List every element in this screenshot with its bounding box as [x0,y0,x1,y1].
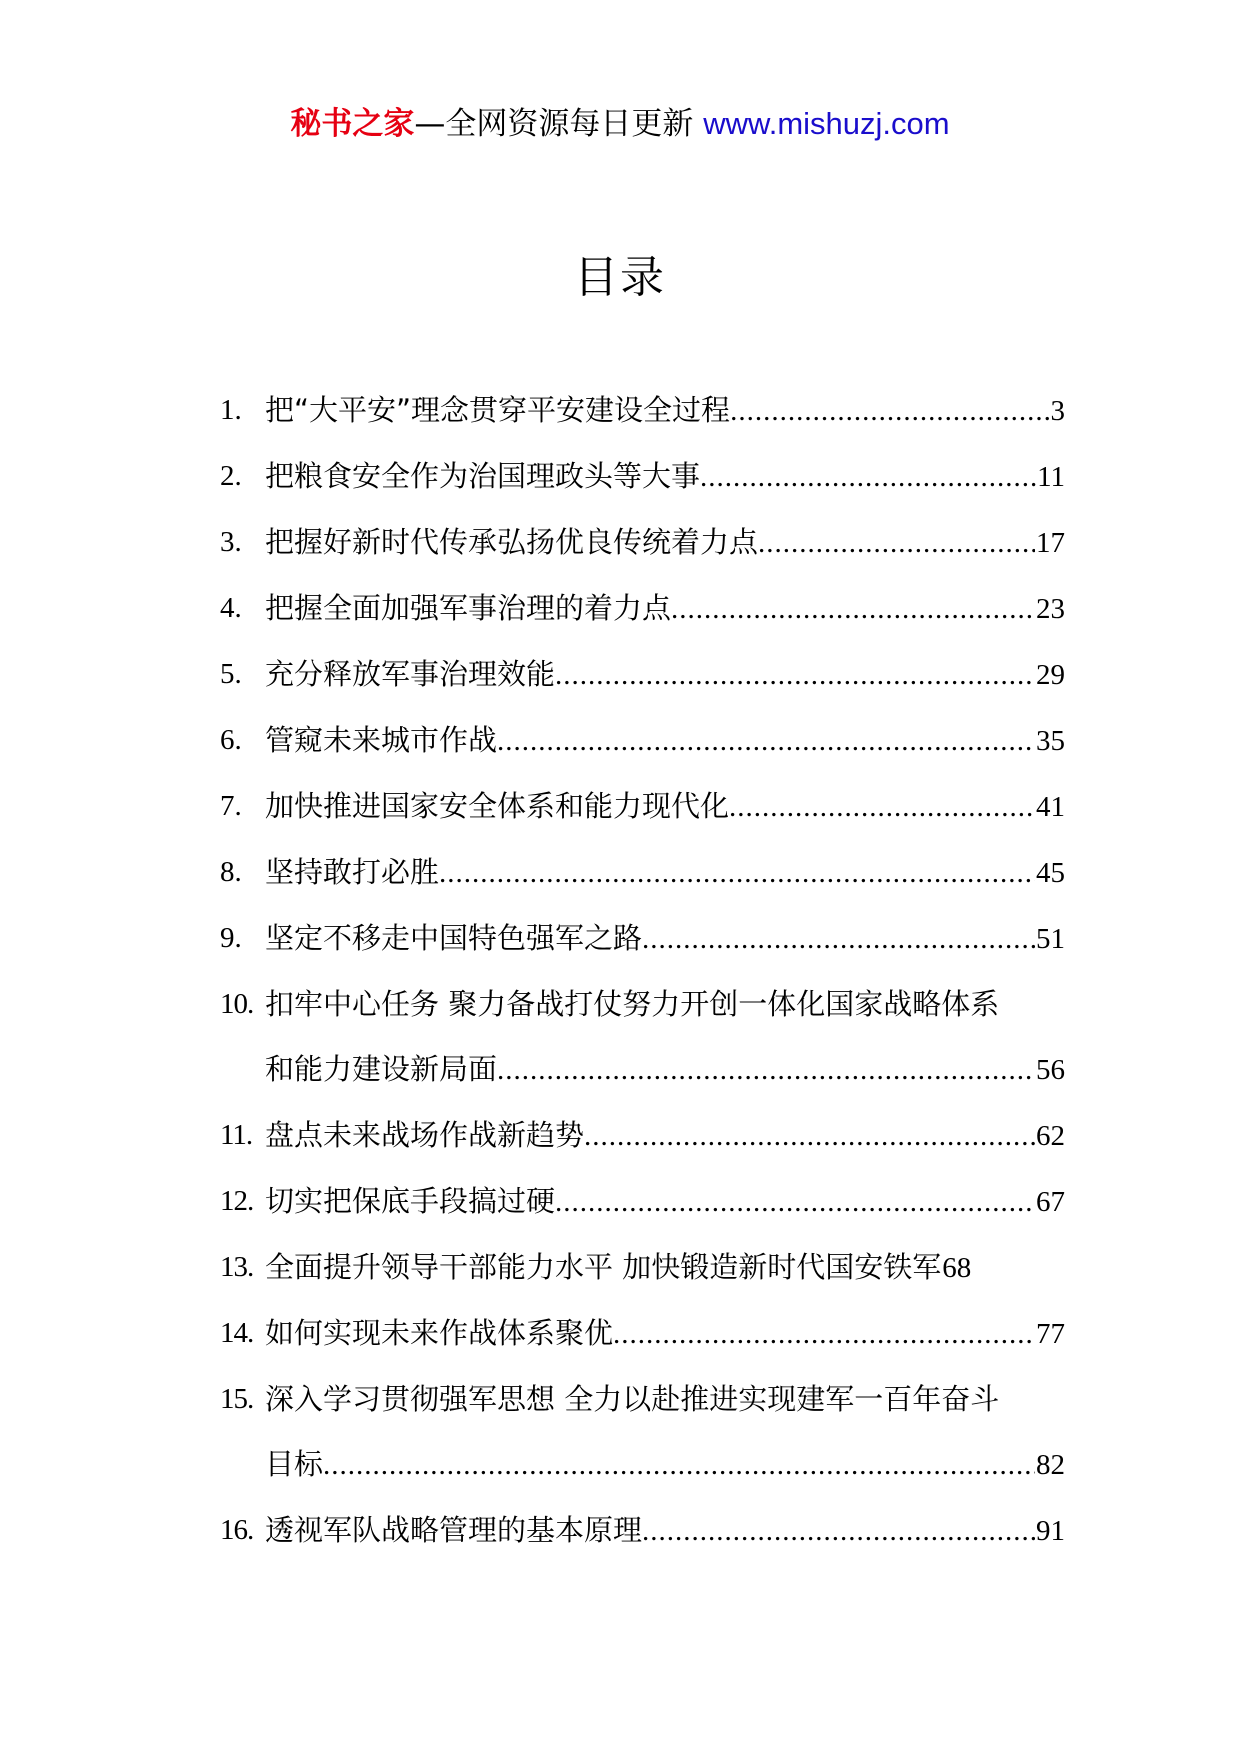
toc-entry-title-line2: 目标 [265,1447,324,1481]
toc-leader-dots [555,1170,1035,1235]
toc-entry-line [265,576,1065,642]
toc-entry-title: 充分释放军事治理效能 [265,657,556,691]
toc-leader-dots [730,379,1049,444]
toc-leader-dots [323,1433,1035,1498]
toc-entry-number: 11. [220,1119,253,1151]
brand-name: 秘书之家 [290,106,415,142]
toc-entry-16[interactable] [220,1498,1075,1564]
toc-leader-dots [497,1038,1035,1103]
toc-entry-title: 管窥未来城市作战 [265,723,498,757]
toc-entry-number: 13. [220,1251,254,1283]
toc-leader-dots [671,577,1035,642]
toc-entry-number: 3. [220,526,242,558]
toc-leader-dots [439,841,1035,906]
toc-entry-6[interactable] [220,708,1075,774]
toc-entry-number: 4. [220,592,242,624]
toc-entry-page: 45 [1036,857,1065,889]
toc-entry-page: 23 [1036,593,1065,625]
toc-entry-page: 77 [1036,1318,1065,1350]
toc-entry-title-line2: 和能力建设新局面 [265,1052,498,1086]
toc-entry-line [265,1235,1065,1301]
toc-entry-10[interactable] [220,972,1075,1103]
toc-entry-line [265,1301,1065,1367]
toc-entry-page: 51 [1036,923,1065,955]
toc-leader-dots [642,1499,1035,1564]
toc-entry-line [265,1498,1065,1564]
toc-entry-title-line1: 深入学习贯彻强军思想 全力以赴推进实现建军一百年奋斗 [265,1382,1000,1416]
toc-entry-title: 切实把保底手段搞过硬 [265,1184,556,1218]
toc-entry-page: 11 [1037,461,1065,493]
toc-leader-dots [642,907,1035,972]
toc-entry-title: 盘点未来战场作战新趋势 [265,1118,585,1152]
toc-entry-11[interactable] [220,1103,1075,1169]
toc-entry-page: 67 [1036,1186,1065,1218]
toc-entry-line [265,840,1065,906]
toc-leader-dots [613,1302,1035,1367]
toc-entry-line [265,510,1065,576]
toc-entry-8[interactable] [220,840,1075,906]
toc-entry-12[interactable] [220,1169,1075,1235]
site-url-link[interactable]: www.mishuzj.com [703,106,950,141]
toc-entry-number: 16. [220,1514,254,1546]
toc-leader-dots [700,445,1036,510]
toc-entry-line [265,378,1065,444]
toc-entry-9[interactable] [220,906,1075,972]
toc-entry-2[interactable] [220,444,1075,510]
toc-entry-number: 2. [220,460,242,492]
toc-leader-dots [497,709,1035,774]
toc-entry-page: 68 [942,1252,972,1284]
toc-entry-page: 17 [1036,527,1065,559]
toc-entry-number: 9. [220,922,242,954]
toc-entry-number: 15. [220,1383,254,1415]
toc-entry-page: 62 [1036,1120,1065,1152]
toc-entry-1[interactable] [220,378,1075,444]
toc-leader-dots [729,775,1035,840]
toc-leader-dots [555,643,1035,708]
toc-entry-page: 91 [1036,1515,1065,1547]
toc-leader-dots [758,511,1035,576]
toc-entry-title: 坚定不移走中国特色强军之路 [265,921,643,955]
toc-entry-line [265,774,1065,840]
toc-entry-number: 6. [220,724,242,756]
toc-entry-3[interactable] [220,510,1075,576]
toc-entry-number: 1. [220,394,242,426]
toc-leader-dots [584,1104,1035,1169]
toc-entry-title: 透视军队战略管理的基本原理 [265,1513,643,1547]
toc-entry-number: 14. [220,1317,254,1349]
toc-entry-line [265,1103,1065,1169]
toc-entry-page: 56 [1036,1054,1065,1086]
toc-entry-page: 41 [1036,791,1065,823]
toc-entry-page: 82 [1036,1449,1065,1481]
toc-entry-number: 10. [220,988,254,1020]
toc-entry-line [265,906,1065,972]
toc-entry-title: 把“大平安”理念贯穿平安建设全过程 [265,393,731,427]
toc-entry-title-line1: 扣牢中心任务 聚力备战打仗努力开创一体化国家战略体系 [265,987,1000,1021]
toc-entry-line [265,1037,1065,1103]
site-header [0,102,1240,146]
header-tagline: —全网资源每日更新 [414,106,704,142]
toc-entry-title: 把握好新时代传承弘扬优良传统着力点 [265,525,759,559]
toc-entry-line [265,444,1065,510]
toc-entry-page: 35 [1036,725,1065,757]
toc-entry-number: 12. [220,1185,254,1217]
toc-entry-title: 加快推进国家安全体系和能力现代化 [265,789,730,823]
toc-entry-page: 29 [1036,659,1065,691]
toc-entry-4[interactable] [220,576,1075,642]
toc-entry-title: 把握全面加强军事治理的着力点 [265,591,672,625]
toc-entry-title: 坚持敢打必胜 [265,855,440,889]
toc-entry-number: 5. [220,658,242,690]
toc-entry-line [265,708,1065,774]
toc-entry-13[interactable] [220,1235,1075,1301]
toc-entry-title: 把粮食安全作为治国理政头等大事 [265,459,701,493]
toc-entry-number: 8. [220,856,242,888]
page-title: 目录 [574,252,666,303]
toc-entry-5[interactable] [220,642,1075,708]
toc-entry-7[interactable] [220,774,1075,840]
toc-entry-title: 全面提升领导干部能力水平 加快锻造新时代国安铁军 [265,1250,942,1284]
toc-entry-title: 如何实现未来作战体系聚优 [265,1316,614,1350]
toc-entry-14[interactable] [220,1301,1075,1367]
toc-entry-15[interactable] [220,1367,1075,1498]
toc-entry-line [265,642,1065,708]
table-of-contents [220,378,1075,1564]
toc-entry-number: 7. [220,790,242,822]
toc-entry-line [265,1432,1065,1498]
toc-entry-line [265,1169,1065,1235]
toc-entry-page: 3 [1050,395,1065,427]
